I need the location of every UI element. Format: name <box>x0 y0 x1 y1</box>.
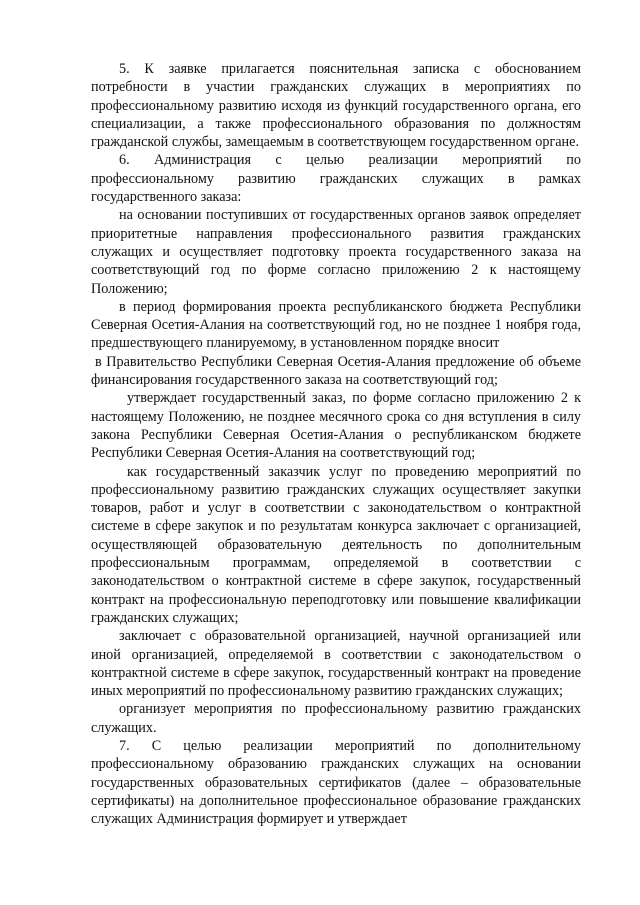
paragraph-subitem-contract: заключает с образовательной организацией, научной организацией или иной организацией, определяемой в соответствии с законодательством о контрактной системе в сфере закупок, государственный контракт на проведение иных мероприятий по профессиональному развитию гражданских служащих; <box>91 628 581 700</box>
document-body <box>91 60 581 828</box>
paragraph-subitem-approval: утверждает государственный заказ, по форме согласно приложению 2 к настоящему Положению, не позднее месячного срока со дня вступления в силу закона Республики Северная Осетия-Алания о республиканском бюджете Республики Северная Осетия-Алания на соответствующий год; <box>91 390 581 462</box>
paragraph-subitem-procurement: как государственный заказчик услуг по проведению мероприятий по профессиональному развитию гражданских служащих осуществляет закупки товаров, работ и услуг в соответствии с законодательством о контрактной системе в сфере закупок и по результатам конкурса заключает с организацией, осуществляющей образовательную деятельность по дополнительным профессиональным программам, определяемой в соответствии с законодательством о контрактной системе в сфере закупок, государственный контракт на профессиональную переподготовку или повышение квалификации гражданских служащих; <box>91 463 581 626</box>
paragraph-subitem-government-proposal: в Правительство Республики Северная Осетия-Алания предложение об объеме финансирования государственного заказа на соответствующий год; <box>91 353 581 389</box>
paragraph-item-6: 6. Администрация с целью реализации мероприятий по профессиональному развитию гражданских служащих в рамках государственного заказа: <box>91 152 581 206</box>
paragraph-subitem-budget-period: в период формирования проекта республиканского бюджета Республики Северная Осетия-Алания на соответствующий год, но не позднее 1 ноября года, предшествующего планируемому, в установленном порядке вносит <box>91 298 581 352</box>
paragraph-subitem-organizes: организует мероприятия по профессиональному развитию гражданских служащих. <box>91 701 581 736</box>
paragraph-subitem-requests: на основании поступивших от государственных органов заявок определяет приоритетные направления профессионального развития гражданских служащих и осуществляет подготовку проекта государственного заказа на соответствующий год по форме согласно приложению 2 к настоящему Положению; <box>91 207 581 297</box>
paragraph-item-5: 5. К заявке прилагается пояснительная записка с обоснованием потребности в участии гражданских служащих в мероприятиях по профессиональному развитию исходя из функций государственного органа, его специализации, а также профессионального образования по должностям гражданской службы, замещаемым в соответствующем государственном органе. <box>91 61 581 151</box>
paragraph-item-7: 7. С целью реализации мероприятий по дополнительному профессиональному образованию гражданских служащих на основании государственных образовательных сертификатов (далее – образовательные сертификаты) на дополнительное профессиональное образование гражданских служащих Администрация формирует и утверждает <box>91 737 581 828</box>
